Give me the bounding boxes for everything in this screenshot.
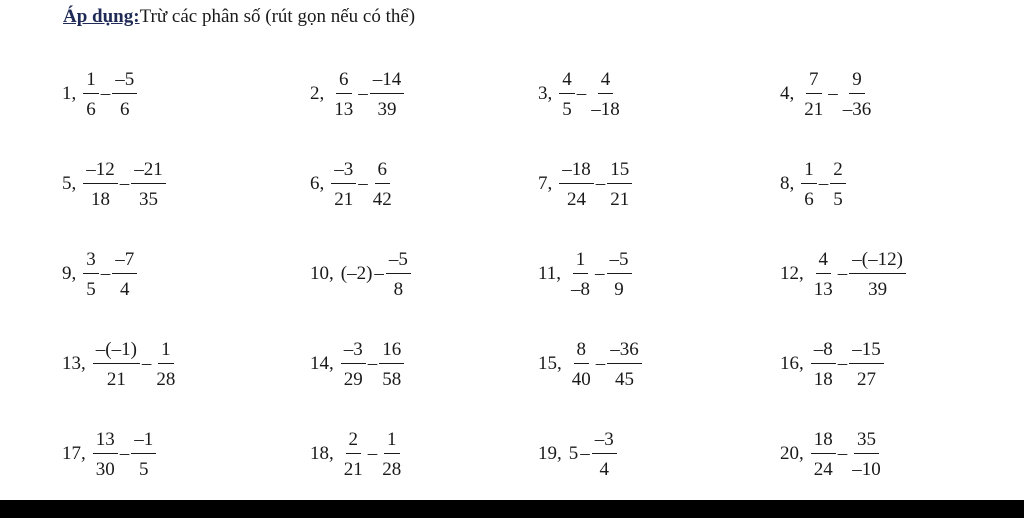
denominator: 45 (615, 368, 634, 390)
denominator: 5 (139, 458, 149, 480)
fraction (93, 340, 140, 389)
fraction (569, 340, 594, 389)
numerator: 6 (336, 70, 352, 94)
exercise-number: 18, (310, 443, 334, 464)
exercise-number: 11, (538, 263, 562, 284)
denominator: 58 (382, 368, 402, 390)
minus-operator: – (358, 83, 368, 104)
fraction (559, 70, 575, 119)
fraction (849, 340, 884, 389)
denominator: 4 (599, 458, 609, 480)
fraction (811, 340, 836, 389)
exercise-item (62, 242, 138, 306)
denominator: –8 (571, 278, 591, 300)
numerator: 4 (598, 70, 614, 94)
denominator: –10 (852, 458, 881, 480)
whole-number: (–2) (340, 263, 373, 284)
denominator: 30 (95, 458, 115, 480)
fraction (112, 70, 137, 119)
fraction (370, 160, 395, 209)
denominator: 6 (804, 188, 814, 210)
denominator: 6 (86, 98, 96, 120)
exercise-item (310, 422, 405, 486)
numerator: –3 (331, 160, 356, 184)
exercise-item (310, 62, 405, 126)
numerator: 3 (83, 250, 99, 274)
fraction (607, 160, 632, 209)
numerator: 16 (379, 340, 404, 364)
fraction (341, 340, 366, 389)
minus-operator: – (374, 263, 384, 284)
exercise-number: 20, (780, 443, 804, 464)
exercise-number: 10, (310, 263, 334, 284)
denominator: 21 (106, 368, 126, 390)
numerator: 1 (573, 250, 589, 274)
minus-operator: – (595, 263, 605, 284)
page-title (63, 6, 415, 28)
exercise-number: 17, (62, 443, 86, 464)
denominator: 5 (833, 188, 843, 210)
numerator: –(–1) (93, 340, 140, 364)
minus-operator: – (367, 353, 378, 374)
exercise-number: 1, (62, 83, 77, 104)
denominator: 21 (343, 458, 363, 480)
numerator: –21 (131, 160, 166, 184)
denominator: 28 (156, 368, 176, 390)
minus-operator: – (837, 263, 848, 284)
exercise-item (780, 62, 875, 126)
fraction (811, 250, 836, 299)
whole-number: 5 (568, 443, 579, 464)
numerator: 2 (830, 160, 846, 184)
numerator: 1 (83, 70, 99, 94)
numerator: –8 (811, 340, 836, 364)
minus-operator: – (119, 443, 130, 464)
exercise-number: 4, (780, 83, 795, 104)
denominator: 40 (571, 368, 591, 390)
denominator: 13 (334, 98, 354, 120)
minus-operator: – (828, 83, 838, 104)
exercise-item (62, 332, 179, 396)
fraction (379, 340, 404, 389)
fraction (830, 160, 846, 209)
title-lead: Áp dụng: (63, 6, 140, 27)
fraction (568, 250, 593, 299)
exercise-item (538, 62, 624, 126)
exercise-item (310, 332, 405, 396)
denominator: –36 (842, 98, 872, 120)
bottom-bar (0, 500, 1024, 518)
fraction (811, 430, 836, 479)
title-text: Trừ các phân số (rút gọn nếu có thể) (139, 6, 416, 27)
exercise-item (780, 242, 907, 306)
exercise-number: 15, (538, 353, 562, 374)
exercise-number: 19, (538, 443, 562, 464)
fraction (83, 160, 118, 209)
denominator: –18 (591, 98, 620, 120)
denominator: 35 (139, 188, 158, 210)
minus-operator: – (595, 173, 606, 194)
denominator: 39 (377, 98, 397, 120)
fraction (849, 250, 906, 299)
exercise-number: 5, (62, 173, 77, 194)
minus-operator: – (358, 173, 368, 194)
fraction (801, 70, 826, 119)
numerator: 1 (158, 340, 174, 364)
numerator: –1 (131, 430, 156, 454)
fraction (592, 430, 617, 479)
minus-operator: – (100, 83, 111, 104)
numerator: –5 (607, 250, 632, 274)
exercise-number: 7, (538, 173, 553, 194)
numerator: 4 (816, 250, 832, 274)
numerator: –15 (849, 340, 884, 364)
exercise-number: 8, (780, 173, 795, 194)
fraction (131, 160, 166, 209)
exercise-item (780, 152, 847, 216)
fraction (331, 160, 356, 209)
numerator: 15 (607, 160, 632, 184)
exercise-item (780, 332, 885, 396)
numerator: –12 (83, 160, 118, 184)
fraction (849, 430, 884, 479)
exercise-item (538, 422, 618, 486)
denominator: 8 (393, 278, 404, 300)
fraction (588, 70, 623, 119)
denominator: 4 (120, 278, 130, 300)
numerator: –5 (386, 250, 411, 274)
exercise-item (538, 242, 633, 306)
denominator: 27 (857, 368, 876, 390)
denominator: 18 (813, 368, 833, 390)
numerator: 9 (849, 70, 865, 94)
exercise-number: 9, (62, 263, 77, 284)
denominator: 24 (813, 458, 833, 480)
fraction (801, 160, 817, 209)
fraction (83, 250, 99, 299)
denominator: 9 (614, 278, 624, 300)
exercise-item (62, 422, 157, 486)
numerator: 18 (811, 430, 836, 454)
fraction (341, 430, 366, 479)
numerator: 1 (801, 160, 817, 184)
fraction (607, 340, 642, 389)
numerator: –5 (112, 70, 137, 94)
minus-operator: – (141, 353, 152, 374)
denominator: 5 (86, 278, 96, 300)
denominator: 5 (562, 98, 572, 120)
numerator: –3 (592, 430, 617, 454)
denominator: 29 (343, 368, 363, 390)
exercise-number: 2, (310, 83, 325, 104)
denominator: 21 (334, 188, 354, 210)
numerator: –7 (112, 250, 137, 274)
minus-operator: – (580, 443, 590, 464)
numerator: 2 (346, 430, 362, 454)
exercise-number: 14, (310, 353, 334, 374)
minus-operator: – (818, 173, 829, 194)
denominator: 21 (804, 98, 824, 120)
denominator: 24 (567, 188, 586, 210)
numerator: –(–12) (849, 250, 906, 274)
minus-operator: – (837, 443, 848, 464)
exercise-item (310, 242, 412, 306)
fraction (840, 70, 875, 119)
denominator: 21 (610, 188, 630, 210)
numerator: –14 (370, 70, 405, 94)
denominator: 6 (120, 98, 130, 120)
minus-operator: – (595, 353, 606, 374)
exercise-item (538, 332, 643, 396)
fraction (386, 250, 411, 299)
minus-operator: – (367, 443, 378, 464)
exercise-number: 12, (780, 263, 804, 284)
numerator: 8 (574, 340, 590, 364)
fraction (379, 430, 404, 479)
numerator: 1 (384, 430, 400, 454)
fraction (559, 160, 594, 209)
minus-operator: – (576, 83, 587, 104)
denominator: 42 (372, 188, 392, 210)
numerator: –36 (607, 340, 642, 364)
fraction (607, 250, 632, 299)
minus-operator: – (119, 173, 130, 194)
numerator: 35 (854, 430, 879, 454)
numerator: 4 (559, 70, 575, 94)
exercise-number: 16, (780, 353, 804, 374)
exercise-item (538, 152, 633, 216)
fraction (331, 70, 356, 119)
fraction (93, 430, 118, 479)
numerator: –18 (559, 160, 594, 184)
exercise-item (62, 152, 167, 216)
exercise-item (62, 62, 138, 126)
denominator: 28 (382, 458, 402, 480)
fraction (112, 250, 137, 299)
minus-operator: – (100, 263, 111, 284)
exercise-item (780, 422, 885, 486)
denominator: 18 (91, 188, 110, 210)
denominator: 13 (813, 278, 833, 300)
numerator: 13 (93, 430, 118, 454)
numerator: 7 (806, 70, 822, 94)
exercise-item (310, 152, 396, 216)
fraction (83, 70, 99, 119)
denominator: 39 (868, 278, 888, 300)
exercise-number: 13, (62, 353, 86, 374)
numerator: –3 (341, 340, 366, 364)
fraction (370, 70, 405, 119)
numerator: 6 (375, 160, 391, 184)
exercise-number: 3, (538, 83, 553, 104)
fraction (131, 430, 156, 479)
fraction (153, 340, 178, 389)
minus-operator: – (837, 353, 848, 374)
exercise-number: 6, (310, 173, 325, 194)
